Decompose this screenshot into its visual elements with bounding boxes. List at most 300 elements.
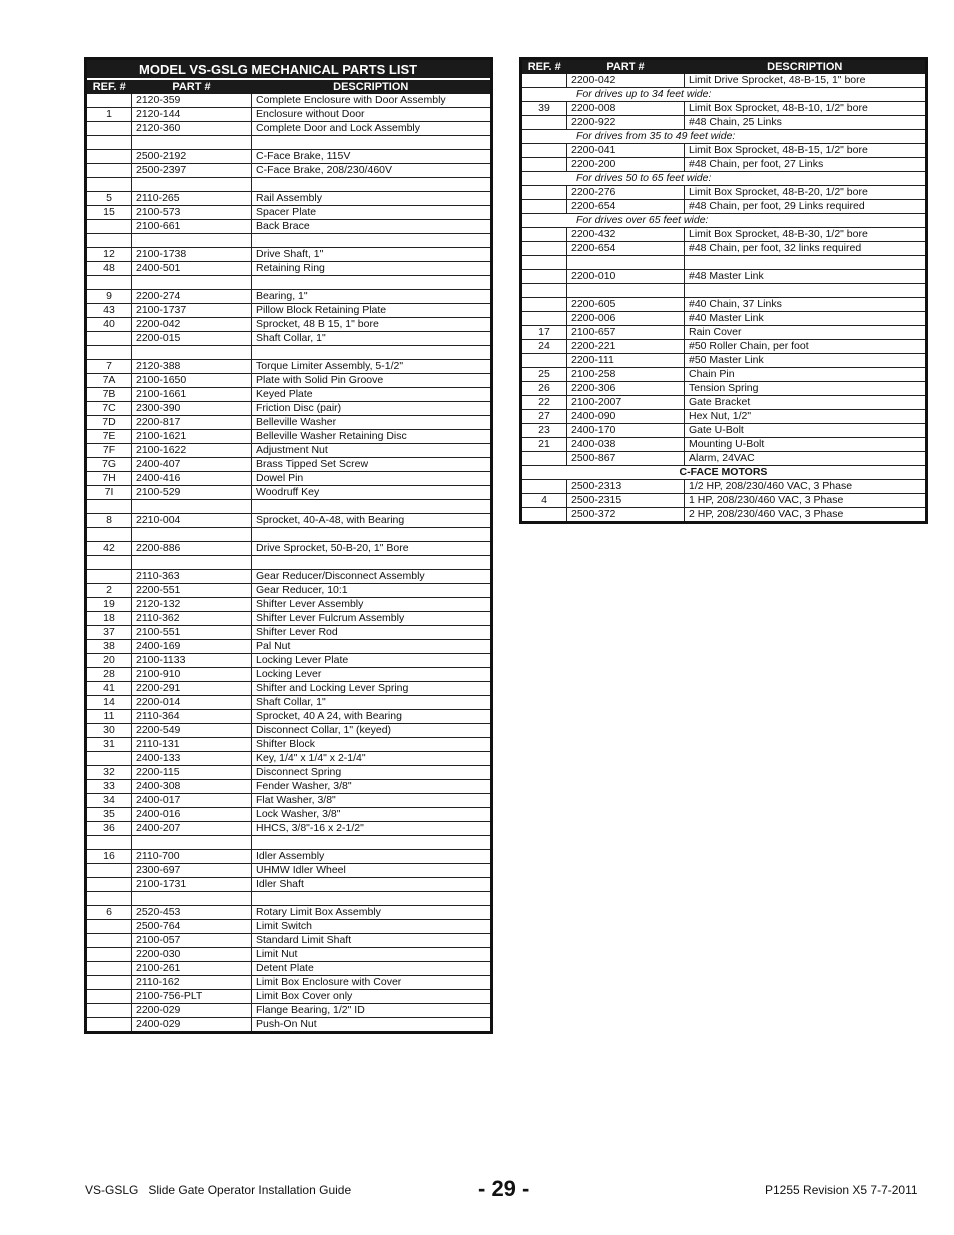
part-number-cell: 2200-042 xyxy=(132,318,252,332)
ref-cell: 37 xyxy=(86,626,132,640)
part-number-cell: 2200-654 xyxy=(567,242,685,256)
ref-cell: 2 xyxy=(86,584,132,598)
description-cell: 1 HP, 208/230/460 VAC, 3 Phase xyxy=(685,494,927,508)
part-number-cell: 2500-372 xyxy=(567,508,685,523)
ref-column-header: REF. # xyxy=(521,59,567,75)
description-cell: Locking Lever Plate xyxy=(252,654,492,668)
part-number-cell: 2100-057 xyxy=(132,934,252,948)
blank-row xyxy=(86,234,492,248)
ref-cell xyxy=(521,144,567,158)
ref-cell xyxy=(86,122,132,136)
table-row xyxy=(86,976,492,990)
table-row xyxy=(521,74,927,88)
table-row xyxy=(521,508,927,523)
part-number-cell: 2200-006 xyxy=(567,312,685,326)
part-number-cell: 2110-363 xyxy=(132,570,252,584)
part-number-cell: 2120-132 xyxy=(132,598,252,612)
part-number-cell: 2500-867 xyxy=(567,452,685,466)
part-number-cell: 2200-432 xyxy=(567,228,685,242)
part-number-cell: 2400-308 xyxy=(132,780,252,794)
ref-cell: 21 xyxy=(521,438,567,452)
description-cell: Shifter Lever Rod xyxy=(252,626,492,640)
description-cell: Drive Shaft, 1" xyxy=(252,248,492,262)
blank-row xyxy=(86,500,492,514)
description-cell: Belleville Washer xyxy=(252,416,492,430)
table-row xyxy=(86,150,492,164)
ref-cell xyxy=(86,1004,132,1018)
ref-cell: 42 xyxy=(86,542,132,556)
part-number-cell: 2100-910 xyxy=(132,668,252,682)
ref-cell: 34 xyxy=(86,794,132,808)
note-row xyxy=(521,88,927,102)
table-row xyxy=(521,144,927,158)
ref-cell: 9 xyxy=(86,290,132,304)
description-cell: #40 Master Link xyxy=(685,312,927,326)
table-row xyxy=(86,864,492,878)
ref-cell: 39 xyxy=(521,102,567,116)
part-number-cell: 2200-200 xyxy=(567,158,685,172)
description-cell: 2 HP, 208/230/460 VAC, 3 Phase xyxy=(685,508,927,523)
part-number-cell: 2400-038 xyxy=(567,438,685,452)
note-text: For drives over 65 feet wide: xyxy=(521,214,927,228)
table-row xyxy=(521,270,927,284)
table-row xyxy=(521,480,927,494)
table-row xyxy=(521,228,927,242)
table-row xyxy=(86,290,492,304)
ref-cell xyxy=(86,864,132,878)
description-cell: Standard Limit Shaft xyxy=(252,934,492,948)
ref-cell: 12 xyxy=(86,248,132,262)
description-cell: HHCS, 3/8"-16 x 2-1/2" xyxy=(252,822,492,836)
table-row xyxy=(86,906,492,920)
ref-cell xyxy=(521,200,567,214)
ref-cell xyxy=(86,990,132,1004)
part-number-cell: 2100-2007 xyxy=(567,396,685,410)
part-number-cell: 2500-2313 xyxy=(567,480,685,494)
description-cell: Limit Box Sprocket, 48-B-20, 1/2" bore xyxy=(685,186,927,200)
table-row xyxy=(86,402,492,416)
part-number-cell: 2120-360 xyxy=(132,122,252,136)
ref-cell: 22 xyxy=(521,396,567,410)
table-row xyxy=(86,696,492,710)
note-row xyxy=(521,172,927,186)
table-row xyxy=(86,654,492,668)
part-number-cell: 2200-029 xyxy=(132,1004,252,1018)
description-cell: 1/2 HP, 208/230/460 VAC, 3 Phase xyxy=(685,480,927,494)
ref-cell: 38 xyxy=(86,640,132,654)
description-cell: #50 Master Link xyxy=(685,354,927,368)
section-title: C-FACE MOTORS xyxy=(521,466,927,480)
ref-cell: 31 xyxy=(86,738,132,752)
part-number-cell: 2110-362 xyxy=(132,612,252,626)
table-row xyxy=(86,262,492,276)
description-cell: Key, 1/4" x 1/4" x 2-1/4" xyxy=(252,752,492,766)
description-cell: Bearing, 1" xyxy=(252,290,492,304)
ref-cell xyxy=(86,94,132,108)
description-cell: Shaft Collar, 1" xyxy=(252,332,492,346)
table-row xyxy=(86,458,492,472)
part-number-cell: 2100-661 xyxy=(132,220,252,234)
description-cell: Rotary Limit Box Assembly xyxy=(252,906,492,920)
table-row xyxy=(521,186,927,200)
table-row xyxy=(86,164,492,178)
blank-row xyxy=(86,136,492,150)
ref-cell: 20 xyxy=(86,654,132,668)
ref-cell: 7E xyxy=(86,430,132,444)
table-row xyxy=(521,382,927,396)
table-row xyxy=(86,738,492,752)
description-cell: Idler Assembly xyxy=(252,850,492,864)
ref-cell: 8 xyxy=(86,514,132,528)
part-number-cell: 2200-221 xyxy=(567,340,685,354)
part-number-cell: 2100-657 xyxy=(567,326,685,340)
part-number-cell: 2500-2192 xyxy=(132,150,252,164)
description-cell: Shifter and Locking Lever Spring xyxy=(252,682,492,696)
part-number-cell: 2200-654 xyxy=(567,200,685,214)
part-number-cell: 2200-605 xyxy=(567,298,685,312)
description-cell: Idler Shaft xyxy=(252,878,492,892)
table-row xyxy=(521,452,927,466)
description-cell: Dowel Pin xyxy=(252,472,492,486)
description-cell: Plate with Solid Pin Groove xyxy=(252,374,492,388)
ref-cell: 14 xyxy=(86,696,132,710)
table-row xyxy=(86,948,492,962)
parts-table-continued xyxy=(519,57,928,524)
part-number-cell: 2200-008 xyxy=(567,102,685,116)
part-number-cell: 2210-004 xyxy=(132,514,252,528)
table-row xyxy=(86,724,492,738)
description-cell: Limit Box Sprocket, 48-B-10, 1/2" bore xyxy=(685,102,927,116)
ref-cell xyxy=(521,452,567,466)
ref-cell: 1 xyxy=(86,108,132,122)
footer-guide-title: VS-GSLG Slide Gate Operator Installation Guide xyxy=(85,1183,352,1197)
ref-cell: 19 xyxy=(86,598,132,612)
ref-cell: 35 xyxy=(86,808,132,822)
ref-cell: 7 xyxy=(86,360,132,374)
description-cell: Sprocket, 40-A-48, with Bearing xyxy=(252,514,492,528)
description-cell: #40 Chain, 37 Links xyxy=(685,298,927,312)
part-number-cell: 2100-258 xyxy=(567,368,685,382)
table-row xyxy=(86,304,492,318)
table-row xyxy=(86,850,492,864)
part-number-cell: 2200-042 xyxy=(567,74,685,88)
ref-cell: 24 xyxy=(521,340,567,354)
part-number-cell: 2520-453 xyxy=(132,906,252,920)
description-cell: Rail Assembly xyxy=(252,192,492,206)
description-cell: Gear Reducer/Disconnect Assembly xyxy=(252,570,492,584)
description-cell: Hex Nut, 1/2" xyxy=(685,410,927,424)
table-row xyxy=(86,752,492,766)
table-row xyxy=(86,108,492,122)
page-number: - 29 - xyxy=(478,1176,530,1201)
description-cell: Brass Tipped Set Screw xyxy=(252,458,492,472)
part-number-cell: 2100-756-PLT xyxy=(132,990,252,1004)
description-cell: #48 Chain, 25 Links xyxy=(685,116,927,130)
description-cell: Enclosure without Door xyxy=(252,108,492,122)
ref-cell xyxy=(86,1018,132,1033)
description-cell: Retaining Ring xyxy=(252,262,492,276)
part-number-cell: 2400-169 xyxy=(132,640,252,654)
table-row xyxy=(86,1018,492,1033)
ref-cell xyxy=(521,298,567,312)
description-cell: Sprocket, 48 B 15, 1" bore xyxy=(252,318,492,332)
description-cell: Gate Bracket xyxy=(685,396,927,410)
ref-cell xyxy=(521,242,567,256)
description-cell: Shifter Block xyxy=(252,738,492,752)
note-row xyxy=(521,130,927,144)
ref-cell: 17 xyxy=(521,326,567,340)
part-number-cell: 2100-1661 xyxy=(132,388,252,402)
ref-cell: 23 xyxy=(521,424,567,438)
ref-cell: 28 xyxy=(86,668,132,682)
ref-cell xyxy=(521,270,567,284)
description-cell: Keyed Plate xyxy=(252,388,492,402)
description-cell: Chain Pin xyxy=(685,368,927,382)
ref-cell: 11 xyxy=(86,710,132,724)
description-cell: Complete Door and Lock Assembly xyxy=(252,122,492,136)
table-row xyxy=(86,332,492,346)
blank-row xyxy=(521,256,927,270)
part-number-cell: 2200-111 xyxy=(567,354,685,368)
part-number-cell: 2120-388 xyxy=(132,360,252,374)
description-cell: Pal Nut xyxy=(252,640,492,654)
table-row xyxy=(521,200,927,214)
ref-cell xyxy=(86,878,132,892)
part-number-cell: 2300-697 xyxy=(132,864,252,878)
table-row xyxy=(521,158,927,172)
table-row xyxy=(521,368,927,382)
description-cell: Back Brace xyxy=(252,220,492,234)
part-number-cell: 2120-144 xyxy=(132,108,252,122)
ref-cell: 15 xyxy=(86,206,132,220)
ref-cell: 41 xyxy=(86,682,132,696)
blank-row xyxy=(86,276,492,290)
ref-cell xyxy=(86,220,132,234)
part-number-cell: 2400-029 xyxy=(132,1018,252,1033)
table-row xyxy=(86,514,492,528)
blank-row xyxy=(86,528,492,542)
ref-cell: 36 xyxy=(86,822,132,836)
ref-column-header: REF. # xyxy=(86,79,132,94)
table-row xyxy=(86,430,492,444)
description-cell: Limit Box Sprocket, 48-B-30, 1/2" bore xyxy=(685,228,927,242)
part-number-cell: 2400-133 xyxy=(132,752,252,766)
ref-cell: 18 xyxy=(86,612,132,626)
part-number-cell: 2400-207 xyxy=(132,822,252,836)
table-row xyxy=(86,416,492,430)
part-number-cell: 2100-1621 xyxy=(132,430,252,444)
part-number-cell: 2300-390 xyxy=(132,402,252,416)
part-number-cell: 2200-276 xyxy=(567,186,685,200)
ref-cell xyxy=(86,570,132,584)
footer-revision: P1255 Revision X5 7-7-2011 xyxy=(765,1183,918,1197)
table-row xyxy=(86,808,492,822)
part-number-cell: 2400-170 xyxy=(567,424,685,438)
part-number-cell: 2200-291 xyxy=(132,682,252,696)
description-column-header: DESCRIPTION xyxy=(252,79,492,94)
note-row xyxy=(521,214,927,228)
ref-cell xyxy=(86,962,132,976)
ref-cell xyxy=(521,480,567,494)
part-number-cell: 2110-131 xyxy=(132,738,252,752)
table-row xyxy=(86,486,492,500)
table-row xyxy=(521,494,927,508)
table-row xyxy=(86,962,492,976)
description-cell: Limit Nut xyxy=(252,948,492,962)
table-row xyxy=(86,626,492,640)
part-number-cell: 2200-010 xyxy=(567,270,685,284)
table-row xyxy=(86,598,492,612)
table-row xyxy=(86,612,492,626)
description-cell: Limit Switch xyxy=(252,920,492,934)
description-cell: Pillow Block Retaining Plate xyxy=(252,304,492,318)
part-number-cell: 2200-817 xyxy=(132,416,252,430)
ref-cell xyxy=(86,976,132,990)
ref-cell xyxy=(521,186,567,200)
table-row xyxy=(86,794,492,808)
part-number-cell: 2100-1731 xyxy=(132,878,252,892)
part-number-cell: 2200-014 xyxy=(132,696,252,710)
table-row xyxy=(86,444,492,458)
part-number-cell: 2100-261 xyxy=(132,962,252,976)
part-number-cell: 2400-501 xyxy=(132,262,252,276)
description-cell: Fender Washer, 3/8" xyxy=(252,780,492,794)
part-number-cell: 2400-017 xyxy=(132,794,252,808)
table-row xyxy=(521,424,927,438)
ref-cell: 16 xyxy=(86,850,132,864)
table-row xyxy=(521,354,927,368)
part-number-cell: 2200-041 xyxy=(567,144,685,158)
table-row xyxy=(521,410,927,424)
table-row xyxy=(521,116,927,130)
description-cell: Gate U-Bolt xyxy=(685,424,927,438)
table-row xyxy=(521,396,927,410)
description-cell: #48 Chain, per foot, 29 Links required xyxy=(685,200,927,214)
description-cell: #48 Chain, per foot, 32 links required xyxy=(685,242,927,256)
description-cell: Disconnect Collar, 1" (keyed) xyxy=(252,724,492,738)
ref-cell: 30 xyxy=(86,724,132,738)
ref-cell: 7F xyxy=(86,444,132,458)
description-cell: Limit Box Enclosure with Cover xyxy=(252,976,492,990)
part-number-cell: 2100-1133 xyxy=(132,654,252,668)
table-row xyxy=(86,584,492,598)
ref-cell xyxy=(521,508,567,523)
section-row xyxy=(521,466,927,480)
ref-cell xyxy=(86,934,132,948)
description-cell: Disconnect Spring xyxy=(252,766,492,780)
ref-cell xyxy=(86,752,132,766)
description-cell: #50 Roller Chain, per foot xyxy=(685,340,927,354)
part-number-cell: 2110-265 xyxy=(132,192,252,206)
description-cell: Drive Sprocket, 50-B-20, 1" Bore xyxy=(252,542,492,556)
blank-row xyxy=(86,178,492,192)
description-cell: Spacer Plate xyxy=(252,206,492,220)
ref-cell: 5 xyxy=(86,192,132,206)
table-row xyxy=(86,94,492,108)
part-number-cell: 2100-1738 xyxy=(132,248,252,262)
blank-row xyxy=(86,892,492,906)
description-cell: Lock Washer, 3/8" xyxy=(252,808,492,822)
blank-row xyxy=(86,556,492,570)
part-number-cell: 2110-162 xyxy=(132,976,252,990)
ref-cell: 27 xyxy=(521,410,567,424)
part-number-cell: 2100-551 xyxy=(132,626,252,640)
ref-cell xyxy=(86,332,132,346)
description-cell: C-Face Brake, 208/230/460V xyxy=(252,164,492,178)
part-number-cell: 2100-573 xyxy=(132,206,252,220)
description-cell: Adjustment Nut xyxy=(252,444,492,458)
ref-cell: 33 xyxy=(86,780,132,794)
part-number-cell: 2100-1650 xyxy=(132,374,252,388)
table-row xyxy=(86,570,492,584)
table-row xyxy=(86,248,492,262)
ref-cell xyxy=(86,150,132,164)
table-row xyxy=(86,990,492,1004)
table-row xyxy=(86,822,492,836)
table-row xyxy=(521,438,927,452)
description-cell: Flange Bearing, 1/2" ID xyxy=(252,1004,492,1018)
ref-cell: 7A xyxy=(86,374,132,388)
ref-cell: 6 xyxy=(86,906,132,920)
part-number-cell: 2110-364 xyxy=(132,710,252,724)
description-cell: Flat Washer, 3/8" xyxy=(252,794,492,808)
part-number-cell: 2200-306 xyxy=(567,382,685,396)
part-number-cell: 2200-015 xyxy=(132,332,252,346)
table-row xyxy=(86,220,492,234)
table-row xyxy=(521,298,927,312)
table-row xyxy=(521,102,927,116)
description-cell: Limit Box Sprocket, 48-B-15, 1/2" bore xyxy=(685,144,927,158)
table-row xyxy=(86,682,492,696)
table-row xyxy=(86,766,492,780)
table-row xyxy=(86,318,492,332)
ref-cell xyxy=(86,920,132,934)
part-number-cell: 2110-700 xyxy=(132,850,252,864)
table-row xyxy=(86,472,492,486)
table-title: MODEL VS-GSLG MECHANICAL PARTS LIST xyxy=(86,59,492,80)
ref-cell: 7G xyxy=(86,458,132,472)
table-row xyxy=(521,340,927,354)
description-cell: Locking Lever xyxy=(252,668,492,682)
note-text: For drives 50 to 65 feet wide: xyxy=(521,172,927,186)
ref-cell: 48 xyxy=(86,262,132,276)
part-column-header: PART # xyxy=(567,59,685,75)
ref-cell xyxy=(521,354,567,368)
part-number-cell: 2100-1737 xyxy=(132,304,252,318)
table-row xyxy=(521,326,927,340)
part-number-cell: 2500-2315 xyxy=(567,494,685,508)
part-column-header: PART # xyxy=(132,79,252,94)
part-number-cell: 2120-359 xyxy=(132,94,252,108)
description-cell: Complete Enclosure with Door Assembly xyxy=(252,94,492,108)
ref-cell: 25 xyxy=(521,368,567,382)
part-number-cell: 2200-030 xyxy=(132,948,252,962)
part-number-cell: 2200-274 xyxy=(132,290,252,304)
part-number-cell: 2500-764 xyxy=(132,920,252,934)
note-text: For drives from 35 to 49 feet wide: xyxy=(521,130,927,144)
description-cell: Belleville Washer Retaining Disc xyxy=(252,430,492,444)
description-cell: Friction Disc (pair) xyxy=(252,402,492,416)
ref-cell: 7I xyxy=(86,486,132,500)
table-row xyxy=(86,374,492,388)
part-number-cell: 2400-016 xyxy=(132,808,252,822)
blank-row xyxy=(86,836,492,850)
table-row xyxy=(521,312,927,326)
ref-cell xyxy=(521,158,567,172)
description-cell: Gear Reducer, 10:1 xyxy=(252,584,492,598)
table-row xyxy=(86,122,492,136)
description-cell: Alarm, 24VAC xyxy=(685,452,927,466)
